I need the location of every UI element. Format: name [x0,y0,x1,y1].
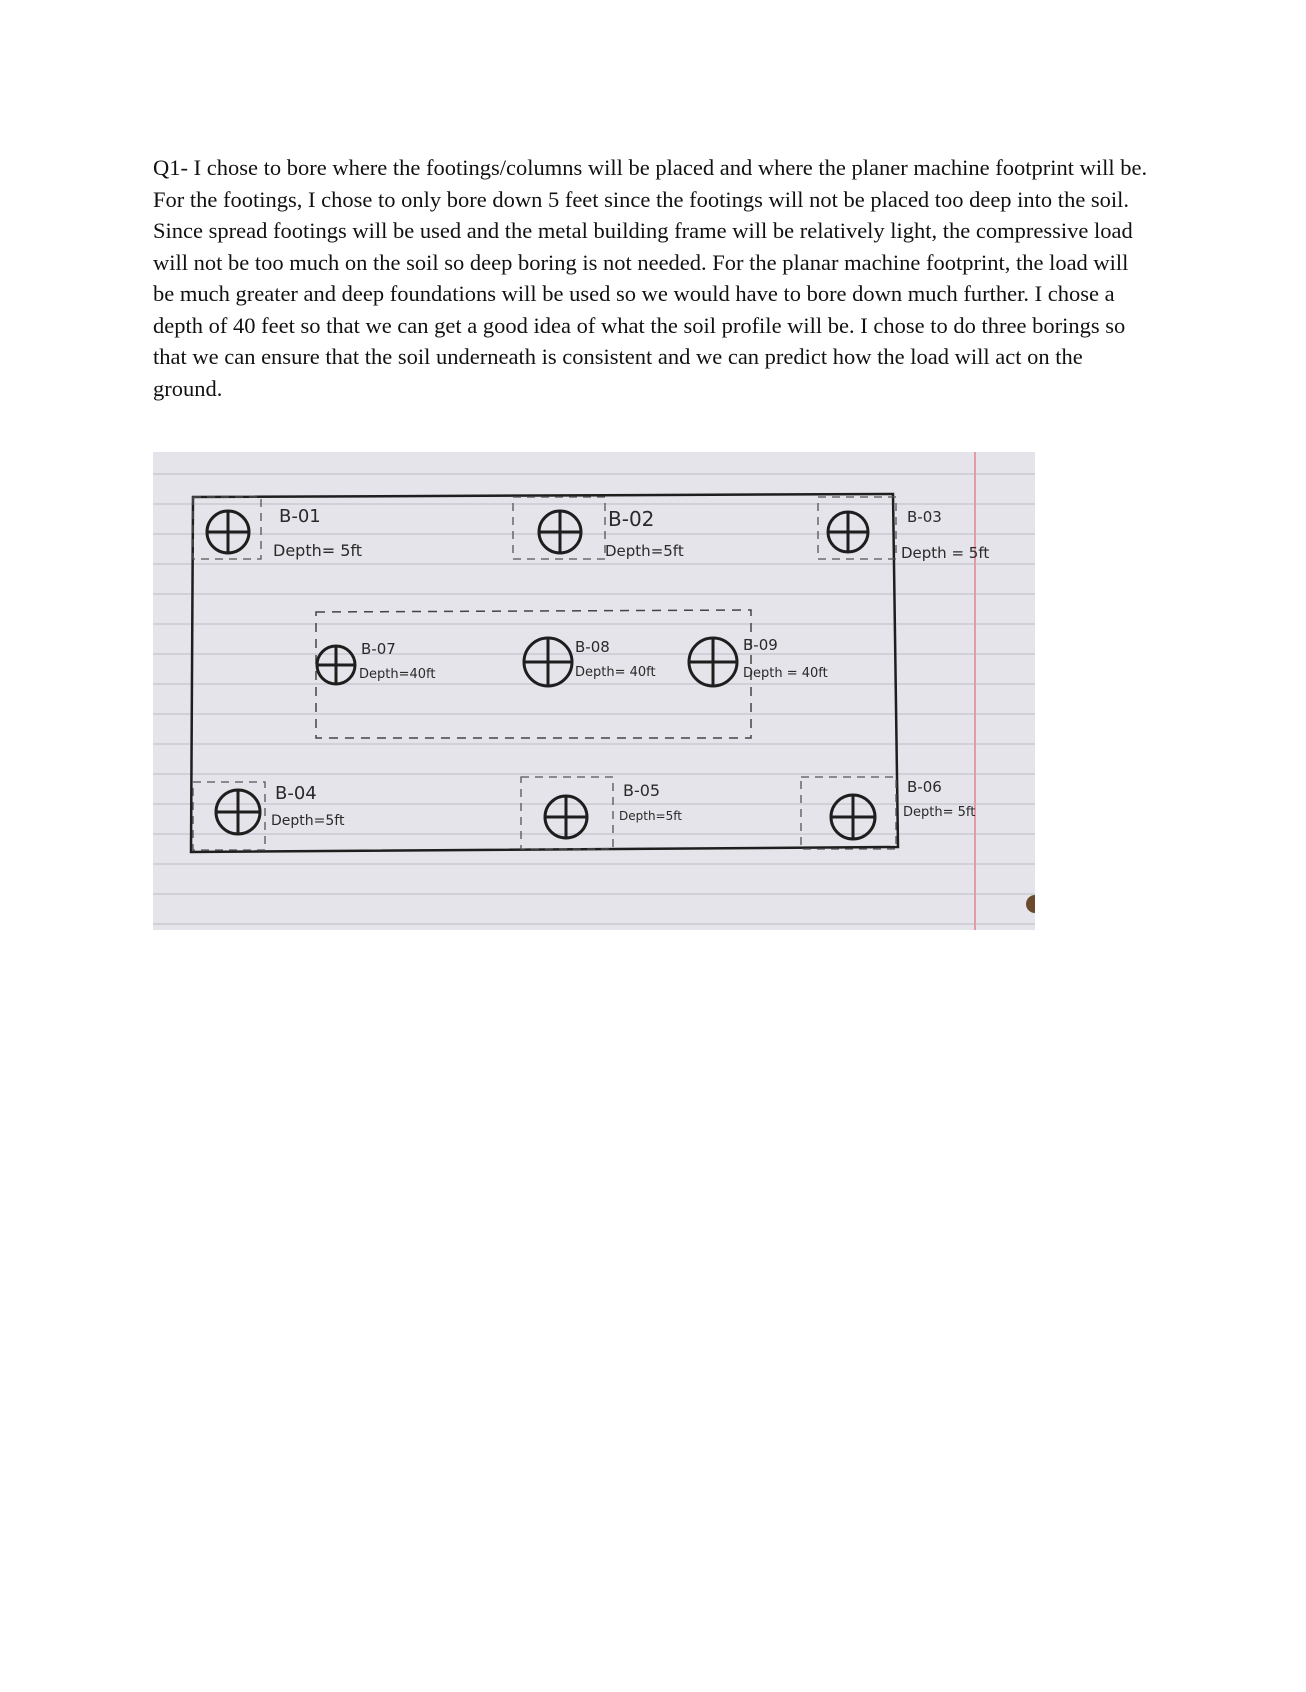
boring-depth: Depth = 40ft [743,666,828,681]
answer-paragraph: Q1- I chose to bore where the footings/columns will be placed and where the planer machine footprint will be. For the footings, I chose to only bore down 5 feet since the footings will not be placed too deep into the soil. Since spread footings will be used and the metal building frame will be relatively light, the compressive load will not be too much on the soil so deep boring is not needed. For the planar machine footprint, the load will be much greater and deep foundations will be used so we would have to bore down much further. I chose a depth of 40 feet so that we can get a good idea of what the soil profile will be. I chose to do three borings so that we can ensure that the soil underneath is consistent and we can predict how the load will act on the ground. [153,155,1148,401]
boring-id: B-05 [623,781,661,800]
boring-symbol-icon [545,796,587,838]
boring-layout-sketch [153,452,1035,930]
boring-id: B-03 [907,508,942,526]
boring-symbol-icon [689,638,737,686]
boring-id: B-01 [279,506,321,527]
boring-id: B-09 [743,636,778,654]
boring-depth: Depth=5ft [271,813,345,829]
boring-depth: Depth= 40ft [575,665,656,680]
boring-id: B-06 [907,778,942,796]
boring-symbol-icon [831,795,875,839]
boring-id: B-07 [361,640,396,658]
boring-symbol-icon [524,638,572,686]
boring-id: B-04 [275,783,317,804]
boring-symbol-icon [216,790,260,834]
boring-depth: Depth = 5ft [901,544,990,562]
boring-depth: Depth= 5ft [273,541,363,560]
boring-depth: Depth=5ft [605,542,684,560]
boring-symbol-icon [828,512,868,552]
boring-depth: Depth= 5ft [903,805,976,820]
boring-symbol-icon [207,511,249,553]
boring-depth: Depth=40ft [359,667,436,682]
boring-id: B-02 [608,507,655,531]
boring-id: B-08 [575,638,610,656]
boring-depth: Depth=5ft [619,809,682,823]
boring-symbol-icon [539,511,581,553]
boring-symbol-icon [317,646,355,684]
